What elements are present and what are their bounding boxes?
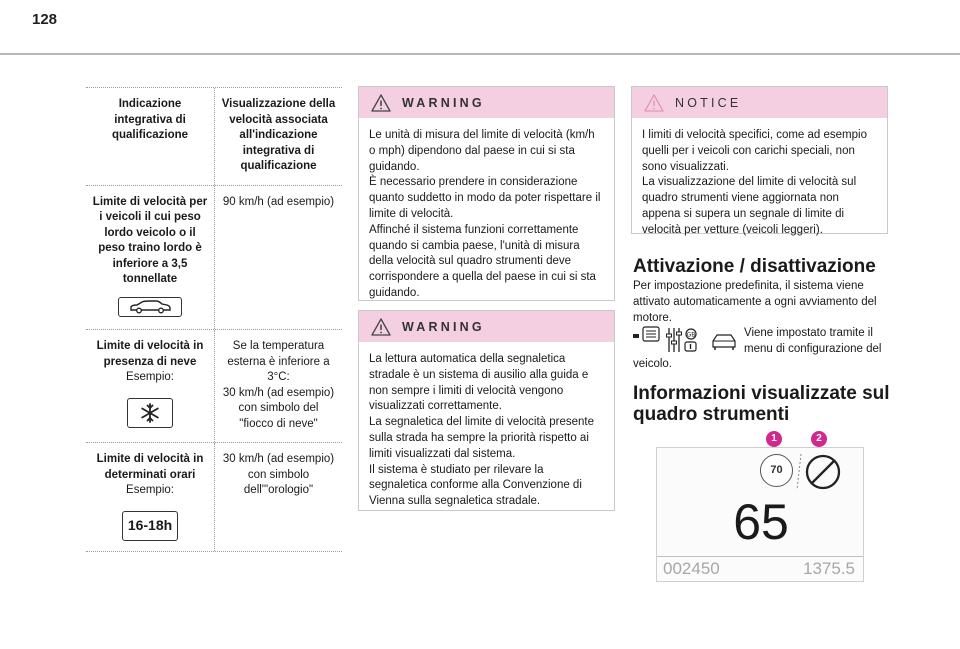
menu-button-icon bbox=[633, 327, 659, 341]
notice-text: I limiti di velocità specifici, come ad esempio quelli per i veicoli con carichi speciali, non sono visualizzati. La visualizzazione del limite di velocità sul quadro strumenti viene aggiornata non appena si supera un segnale di limite di velocità per vetture (veicoli leggeri). bbox=[642, 129, 867, 236]
table-cell-value: Se la temperatura esterna è inferiore a 3°C: 30 km/h (ad esempio) con simbolo del "fiocco di neve" bbox=[214, 330, 342, 442]
callout-2: 2 bbox=[811, 431, 827, 447]
table-cell-label bbox=[86, 186, 214, 330]
notice-header bbox=[632, 87, 887, 118]
config-menu-icons bbox=[633, 326, 741, 354]
qualification-table bbox=[86, 87, 342, 552]
activation-setting-text: Viene impostato tramite il menu di configurazione del bbox=[744, 327, 882, 355]
car-icon bbox=[118, 297, 182, 317]
cluster-baseline bbox=[657, 556, 863, 557]
warning-header bbox=[359, 311, 614, 342]
table-cell-label bbox=[86, 443, 214, 551]
warning-title: WARNING bbox=[402, 95, 485, 110]
row-label: Limite di velocità in determinati orari bbox=[96, 453, 204, 481]
table-header-left: Indicazione integrativa di qualificazione bbox=[111, 98, 189, 141]
notice-box bbox=[631, 86, 888, 234]
warning-text: La lettura automatica della segnaletica stradale è un sistema di ausilio alla guida e non sempre i limiti di velocità vengono visualizzati correttamente. La segnaletica del limite di velocità presente sulla strada ha sempre la priorità rispetto ai limiti visualizzati dal sistema. Il sistema è studiato per rilevare la segnaletica conforme alla Convenzione di Vienna sulla segnaletica stradale. bbox=[369, 353, 595, 508]
instrument-cluster-display bbox=[656, 447, 864, 582]
activation-intro: Per impostazione predefinita, il sistema viene attivato automaticamente a ogni avviamento del motore. bbox=[633, 280, 877, 324]
row-label: Limite di velocità in presenza di neve bbox=[96, 340, 204, 368]
warning-icon bbox=[371, 94, 391, 112]
snowflake-icon bbox=[127, 398, 173, 428]
svg-text:GB: GB bbox=[686, 331, 696, 339]
header-divider bbox=[0, 53, 960, 55]
warning-box-units bbox=[358, 86, 615, 301]
table-cell-label bbox=[86, 330, 214, 442]
speed-limit-sign: 70 bbox=[760, 454, 793, 487]
trip-meter: 1375.5 bbox=[803, 559, 855, 578]
warning-header bbox=[359, 87, 614, 118]
activation-setting-tail: veicolo. bbox=[633, 358, 672, 370]
table-cell-value: 90 km/h (ad esempio) bbox=[214, 186, 342, 330]
warning-icon bbox=[371, 318, 391, 336]
table-header-right: Visualizzazione della velocità associata all'indicazione integrativa di qualificazione bbox=[214, 88, 342, 185]
warning-box-reliability bbox=[358, 310, 615, 511]
notice-icon bbox=[644, 94, 664, 112]
section-heading-activation: Attivazione / disattivazione bbox=[633, 256, 876, 277]
notice-title: NOTICE bbox=[675, 95, 742, 110]
section-heading-info-line1: Informazioni visualizzate sul bbox=[633, 383, 890, 404]
page-number: 128 bbox=[32, 11, 58, 28]
end-of-restriction-icon bbox=[804, 453, 842, 491]
vehicle-settings-icon bbox=[713, 335, 735, 350]
row-example-label: Esempio: bbox=[126, 371, 174, 383]
section-heading-info-line2: quadro strumenti bbox=[633, 404, 790, 425]
table-row bbox=[86, 443, 342, 552]
table-row bbox=[86, 186, 342, 331]
settings-sliders-icon bbox=[667, 328, 697, 352]
table-cell-value: 30 km/h (ad esempio) con simbolo dell'"orologio" bbox=[214, 443, 342, 551]
cluster-divider bbox=[795, 452, 803, 492]
row-label: Limite di velocità per i veicoli il cui peso lordo veicolo o il peso traino lordo è inferiore a 3,5 tonnellate bbox=[92, 195, 208, 285]
warning-text: Le unità di misura del limite di velocità (km/h o mph) dipendono dal paese in cui si sta guidando. È necessario prendere in considerazione quanto suddetto in modo da poter rispettare il limite di velocità. Affinché il sistema funzioni correttamente quando si cambia paese, l'unità di misura della velocità sul quadro strumenti deve corrispondere a quella del paese in cui si sta guidando. bbox=[369, 129, 601, 299]
odometer: 002450 bbox=[663, 559, 720, 578]
callout-1: 1 bbox=[766, 431, 782, 447]
current-speed: 65 bbox=[733, 494, 789, 550]
table-header-row bbox=[86, 88, 342, 186]
time-range-icon: 16-18h bbox=[122, 511, 178, 541]
warning-title: WARNING bbox=[402, 319, 485, 334]
row-example-label: Esempio: bbox=[126, 484, 174, 496]
table-row bbox=[86, 330, 342, 443]
